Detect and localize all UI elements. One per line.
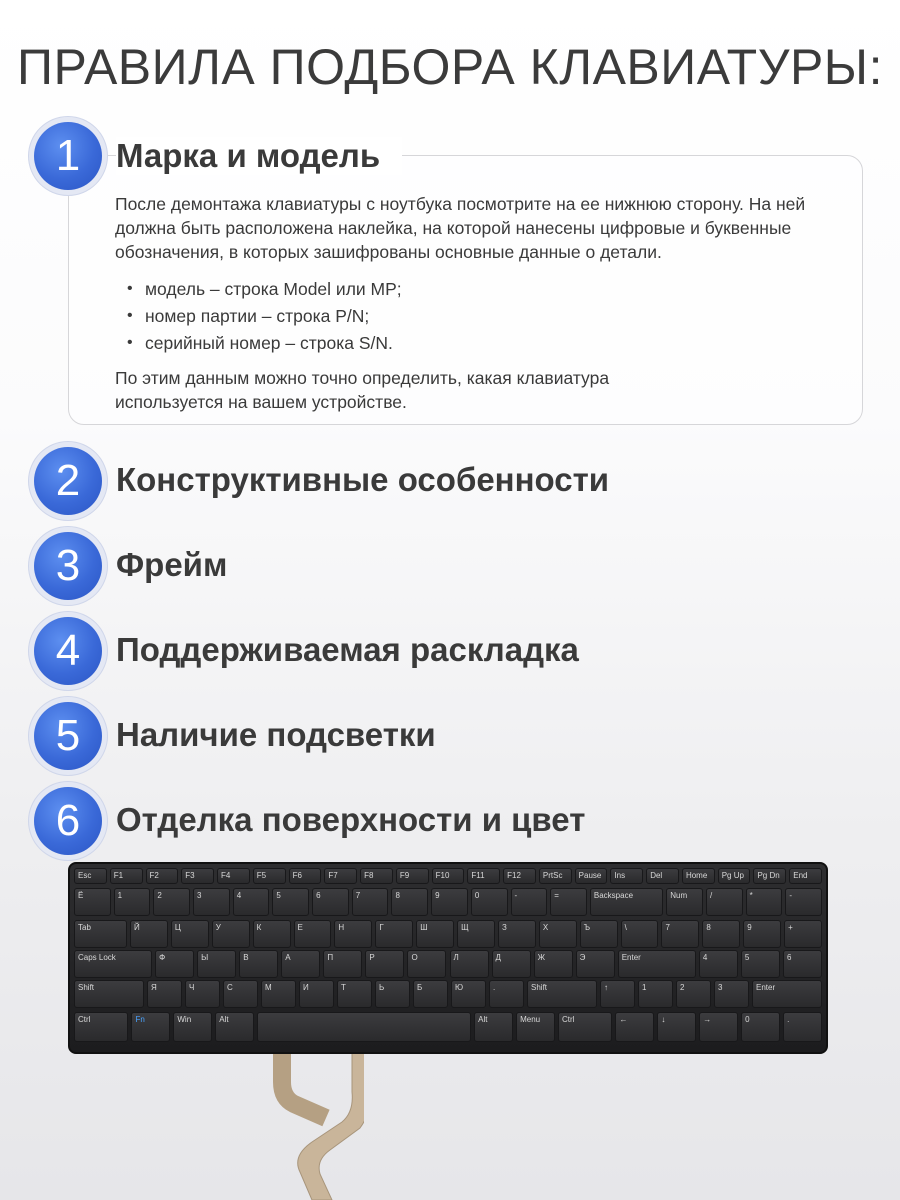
keyboard-key: ← [615,1012,654,1042]
section-4-heading: Поддерживаемая раскладка [116,631,579,668]
keyboard-key: F11 [467,868,500,884]
keyboard-key: → [699,1012,738,1042]
keyboard-key: 7 [661,920,699,948]
list-item: • серийный номер – строка S/N. [127,333,402,360]
keyboard-key: F6 [289,868,322,884]
keyboard-key: End [789,868,822,884]
keyboard-key: Backspace [590,888,663,916]
keyboard-key: Pg Dn [753,868,786,884]
keyboard-key: Ю [451,980,486,1008]
keyboard-key: Я [147,980,182,1008]
keyboard-key: ↓ [657,1012,696,1042]
keyboard-key: Н [334,920,372,948]
keyboard-key: Ctrl [558,1012,612,1042]
section-1-number-badge: 1 [34,122,102,190]
keyboard-key: Esc [74,868,107,884]
keyboard-key: Enter [618,950,696,978]
section-6-number-badge: 6 [34,787,102,855]
keyboard-key: Р [365,950,404,978]
keyboard-key: F1 [110,868,143,884]
keyboard-key: 4 [233,888,270,916]
section-2-number-badge: 2 [34,447,102,515]
keyboard-key: А [281,950,320,978]
keyboard-key: Pause [575,868,608,884]
list-item: • модель – строка Model или MP; [127,279,402,306]
keyboard-key: Fn [131,1012,170,1042]
keyboard-key: Б [413,980,448,1008]
keyboard-key: . [489,980,524,1008]
keyboard-key: Tab [74,920,127,948]
keyboard-key: 2 [676,980,711,1008]
keyboard-key: / [706,888,743,916]
keyboard-key: 8 [702,920,740,948]
keyboard-key: Ч [185,980,220,1008]
section-1-outro: По этим данным можно точно определить, какая клавиатура используется на вашем устройстве. [115,368,610,412]
keyboard-key: ↑ [600,980,635,1008]
keyboard-key: Alt [474,1012,513,1042]
keyboard-key: Ins [610,868,643,884]
section-4-number-badge: 4 [34,617,102,685]
keyboard-key: - [511,888,548,916]
keyboard-key: Г [375,920,413,948]
keyboard-key: Л [450,950,489,978]
keyboard-key: F7 [324,868,357,884]
keyboard-key: Т [337,980,372,1008]
keyboard-key: И [299,980,334,1008]
keyboard-key: 1 [638,980,673,1008]
section-6-heading: Отделка поверхности и цвет [116,801,586,838]
keyboard-key: * [746,888,783,916]
keyboard-key: + [784,920,822,948]
keyboard-key: М [261,980,296,1008]
keyboard-key: 0 [741,1012,780,1042]
keyboard-key: . [783,1012,822,1042]
keyboard-key: 3 [714,980,749,1008]
keyboard-key: Enter [752,980,822,1008]
keyboard-key: Щ [457,920,495,948]
keyboard-key: Ь [375,980,410,1008]
keyboard-key: Home [682,868,715,884]
keyboard-key [257,1012,471,1042]
keyboard-key: Ц [171,920,209,948]
keyboard-key: 4 [699,950,738,978]
keyboard-key: Э [576,950,615,978]
list-item: • номер партии – строка P/N; [127,306,402,333]
keyboard-key: 1 [114,888,151,916]
keyboard-key: F9 [396,868,429,884]
keyboard-key: F3 [181,868,214,884]
keyboard-key: З [498,920,536,948]
keyboard-key: 5 [272,888,309,916]
keyboard-key: Ctrl [74,1012,128,1042]
section-3-number-badge: 3 [34,532,102,600]
section-5-number-badge: 5 [34,702,102,770]
keyboard-key: Й [130,920,168,948]
keyboard-key: Ы [197,950,236,978]
keyboard-key: П [323,950,362,978]
section-1-heading: Марка и модель [116,137,402,175]
keyboard-key: Е [294,920,332,948]
keyboard-key: = [550,888,587,916]
keyboard-key: F10 [432,868,465,884]
keyboard-key: Д [492,950,531,978]
keyboard-key: 9 [431,888,468,916]
keyboard-key: Ж [534,950,573,978]
keyboard-key: 8 [391,888,428,916]
keyboard-key: - [785,888,822,916]
section-5-heading: Наличие подсветки [116,716,436,753]
keyboard-key: Caps Lock [74,950,152,978]
keyboard-key: Х [539,920,577,948]
keyboard-key: Ш [416,920,454,948]
keyboard-key: Pg Up [718,868,751,884]
section-2-heading: Конструктивные особенности [116,461,610,498]
keyboard-key: 3 [193,888,230,916]
page-title: ПРАВИЛА ПОДБОРА КЛАВИАТУРЫ: [17,39,883,95]
keyboard-key: 6 [312,888,349,916]
keyboard-key: О [407,950,446,978]
keyboard-key: 7 [352,888,389,916]
keyboard-key: 2 [153,888,190,916]
keyboard-key: F12 [503,868,536,884]
keyboard-key: F5 [253,868,286,884]
section-3-heading: Фрейм [116,546,228,583]
keyboard-key: 0 [471,888,508,916]
keyboard-key: Win [173,1012,212,1042]
keyboard-key: Num [666,888,703,916]
keyboard-key: В [239,950,278,978]
keyboard-key: Menu [516,1012,555,1042]
keyboard-key: 9 [743,920,781,948]
keyboard-key: Ф [155,950,194,978]
ribbon-cable-icon [272,1052,364,1200]
keyboard-key: Shift [527,980,597,1008]
keyboard-key: Ъ [580,920,618,948]
keyboard-key: У [212,920,250,948]
keyboard-key: К [253,920,291,948]
keyboard-key: \ [621,920,659,948]
keyboard-key: Shift [74,980,144,1008]
keyboard-key: 6 [783,950,822,978]
keyboard-key: Alt [215,1012,254,1042]
keyboard-key: F4 [217,868,250,884]
keyboard-key: F2 [146,868,179,884]
section-1-bullet-list [127,279,402,360]
keyboard-key: F8 [360,868,393,884]
keyboard-key: Del [646,868,679,884]
laptop-keyboard-image [68,862,828,1200]
section-1-intro: После демонтажа клавиатуры с ноутбука посмотрите на ее нижнюю сторону. На ней должна быть расположена наклейка, на которой нанесены цифровые и буквенные обозначения, в которых зашифрованы основные данные о детали. [115,194,806,262]
keyboard-key: Ё [74,888,111,916]
keyboard-key: PrtSc [539,868,572,884]
keyboard-key: С [223,980,258,1008]
keyboard-key: 5 [741,950,780,978]
